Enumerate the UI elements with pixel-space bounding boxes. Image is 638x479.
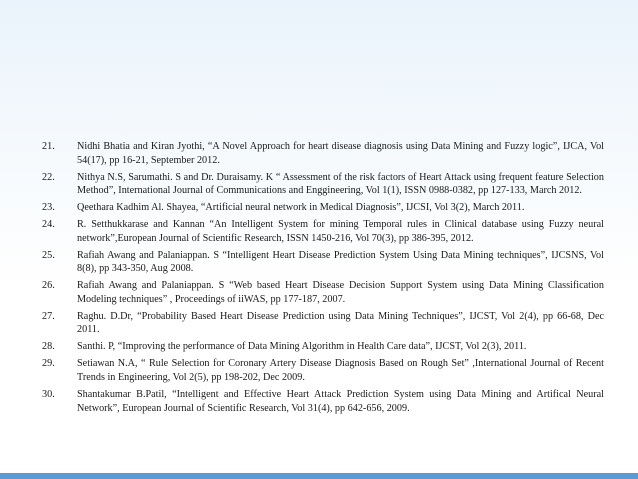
reference-text: Rafiah Awang and Palaniappan. S “Intelligent Heart Disease Prediction System Using Data Mining techniques”, IJCSNS, Vol 8(8), pp 343-350, Aug 2008. — [77, 249, 604, 275]
reference-number: 25. — [42, 249, 55, 261]
reference-item — [42, 357, 604, 384]
reference-text: Rafiah Awang and Palaniappan. S “Web based Heart Disease Decision Support System using Data Mining Classification Modeling techniques” , Proceedings of iiWAS, pp 177-187, 2007. — [77, 280, 604, 305]
reference-item — [42, 340, 604, 354]
reference-text: R. Setthukkarase and Kannan “An Intelligent System for mining Temporal rules in Clinical database using Fuzzy neural network”,European Journal of Scientific Research, ISSN 1450-216, Vol 70(3), pp 386-395, 2012. — [77, 219, 604, 244]
reference-item — [42, 140, 604, 167]
reference-number: 22. — [42, 171, 55, 183]
reference-number: 21. — [42, 141, 55, 152]
reference-number: 28. — [42, 341, 55, 353]
reference-number: 27. — [42, 310, 55, 322]
reference-number: 30. — [42, 389, 55, 401]
reference-item — [42, 249, 604, 276]
reference-list — [42, 140, 604, 419]
reference-item — [42, 279, 604, 306]
reference-text: Nidhi Bhatia and Kiran Jyothi, “A Novel Approach for heart disease diagnosis using Data Mining and Fuzzy logic”, IJCA, Vol 54(17), pp 16-21, September 2012. — [77, 141, 604, 166]
reference-text: Santhi. P, “Improving the performance of Data Mining Algorithm in Health Care data”, IJCST, Vol 2(3), 2011. — [77, 341, 527, 353]
reference-item — [42, 218, 604, 245]
reference-text: Qeethara Kadhim Al. Shayea, “Artificial neural network in Medical Diagnosis”, IJCSI, Vol 3(2), March 2011. — [77, 202, 525, 214]
reference-number: 26. — [42, 280, 55, 292]
reference-item — [42, 201, 604, 215]
reference-text: Raghu. D.Dr, “Probability Based Heart Disease Prediction using Data Mining Techniques”, IJCST, Vol 2(4), pp 66-68, Dec 2011. — [77, 310, 604, 336]
reference-number: 23. — [42, 202, 55, 214]
reference-text: Nithya N.S, Sarumathi. S and Dr. Duraisamy. K “ Assessment of the risk factors of Heart Attack using frequent feature Selection Method”, International Journal of Communications and Enggineering, Vol 1(1), ISSN 0988-0382, pp 127-133, March 2012. — [77, 171, 604, 197]
footer-bar — [0, 473, 638, 479]
reference-item — [42, 171, 604, 198]
reference-item — [42, 388, 604, 415]
reference-number: 29. — [42, 358, 55, 370]
reference-item — [42, 310, 604, 337]
reference-number: 24. — [42, 219, 55, 231]
reference-text: Setiawan N.A, “ Rule Selection for Coronary Artery Disease Diagnosis Based on Rough Set” ,International Journal of Recent Trends in Engineering, Vol 2(5), pp 198-202, Dec 2009. — [77, 358, 604, 384]
reference-text: Shantakumar B.Patil, “Intelligent and Effective Heart Attack Prediction System using Data Mining and Artifical Neural Network”, European Journal of Scientific Research, Vol 31(4), pp 642-656, 2009. — [77, 389, 604, 414]
